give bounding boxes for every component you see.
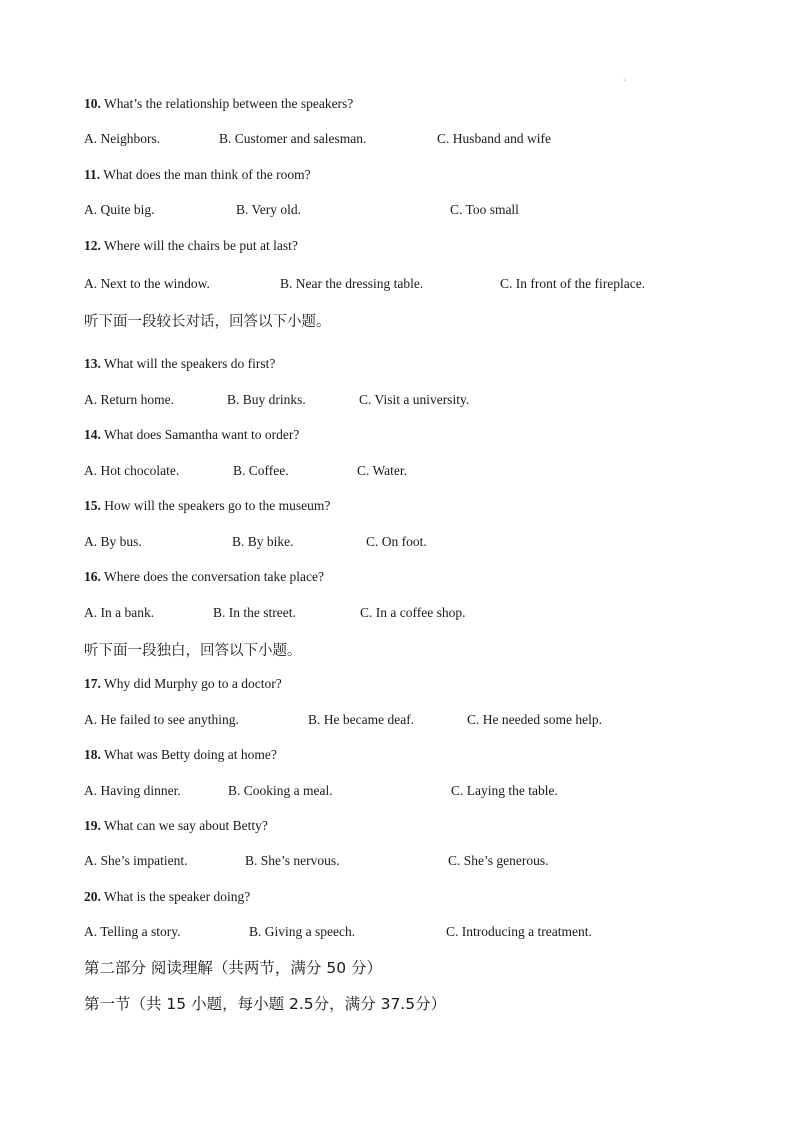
question-14 — [84, 427, 299, 443]
question-text: What is the speaker doing? — [104, 889, 251, 904]
option-b: B. By bike. — [232, 534, 294, 549]
section-one-title: 第一节（共 15 小题，每小题 2.5分，满分 37.5分） — [84, 995, 447, 1013]
question-number: 18. — [84, 747, 101, 762]
option-c: C. She’s generous. — [448, 853, 549, 868]
question-text: What can we say about Betty? — [104, 818, 268, 833]
instruction-long-dialogue: 听下面一段较长对话，回答以下小题。 — [84, 314, 331, 330]
question-text: What was Betty doing at home? — [104, 747, 277, 762]
part-two-title: 第二部分 阅读理解（共两节，满分 50 分） — [84, 959, 383, 977]
question-text: How will the speakers go to the museum? — [104, 498, 331, 513]
option-c: C. On foot. — [366, 534, 427, 549]
question-text: Where will the chairs be put at last? — [104, 238, 298, 253]
option-c: C. Husband and wife — [437, 131, 551, 146]
option-a: A. Next to the window. — [84, 276, 210, 291]
question-text: What’s the relationship between the speakers? — [104, 96, 354, 111]
option-a: A. By bus. — [84, 534, 142, 549]
option-b: B. Near the dressing table. — [280, 276, 424, 291]
question-number: 17. — [84, 676, 101, 691]
option-a: A. Return home. — [84, 392, 174, 407]
option-a: A. Telling a story. — [84, 924, 181, 939]
question-15 — [84, 498, 330, 514]
instruction-monologue: 听下面一段独白，回答以下小题。 — [84, 643, 302, 659]
option-c: C. Visit a university. — [359, 392, 470, 407]
option-b: B. Coffee. — [233, 463, 289, 478]
option-b: B. Cooking a meal. — [228, 783, 333, 798]
option-c: C. He needed some help. — [467, 712, 602, 727]
corner-mark: 、 — [623, 73, 631, 82]
question-number: 12. — [84, 238, 101, 253]
question-19 — [84, 818, 268, 834]
question-12 — [84, 238, 298, 254]
option-b: B. He became deaf. — [308, 712, 415, 727]
option-c: C. Too small — [450, 202, 519, 217]
question-18 — [84, 747, 277, 763]
option-b: B. She’s nervous. — [245, 853, 340, 868]
option-a: A. She’s impatient. — [84, 853, 188, 868]
option-b: B. Giving a speech. — [249, 924, 356, 939]
question-text: What will the speakers do first? — [104, 356, 276, 371]
question-20 — [84, 889, 250, 905]
option-b: B. In the street. — [213, 605, 296, 620]
question-text: What does the man think of the room? — [103, 167, 311, 182]
option-a: A. Neighbors. — [84, 131, 161, 146]
question-number: 16. — [84, 569, 101, 584]
question-10 — [84, 96, 353, 112]
question-text: What does Samantha want to order? — [104, 427, 300, 442]
option-a: A. Having dinner. — [84, 783, 181, 798]
question-text: Why did Murphy go to a doctor? — [104, 676, 282, 691]
question-number: 20. — [84, 889, 101, 904]
question-17 — [84, 676, 282, 692]
question-number: 15. — [84, 498, 101, 513]
question-number: 13. — [84, 356, 101, 371]
option-c: C. In front of the fireplace. — [500, 276, 646, 291]
option-c: C. In a coffee shop. — [360, 605, 466, 620]
option-a: A. Quite big. — [84, 202, 155, 217]
option-a: A. In a bank. — [84, 605, 155, 620]
option-c: C. Introducing a treatment. — [446, 924, 592, 939]
option-a: A. Hot chocolate. — [84, 463, 180, 478]
option-c: C. Water. — [357, 463, 408, 478]
option-b: B. Very old. — [236, 202, 302, 217]
question-number: 19. — [84, 818, 101, 833]
question-16 — [84, 569, 324, 585]
option-a: A. He failed to see anything. — [84, 712, 239, 727]
question-13 — [84, 356, 275, 372]
option-c: C. Laying the table. — [451, 783, 558, 798]
option-b: B. Customer and salesman. — [219, 131, 367, 146]
option-b: B. Buy drinks. — [227, 392, 306, 407]
question-number: 10. — [84, 96, 101, 111]
question-text: Where does the conversation take place? — [104, 569, 325, 584]
question-number: 14. — [84, 427, 101, 442]
question-11 — [84, 167, 311, 183]
question-number: 11. — [84, 167, 101, 182]
